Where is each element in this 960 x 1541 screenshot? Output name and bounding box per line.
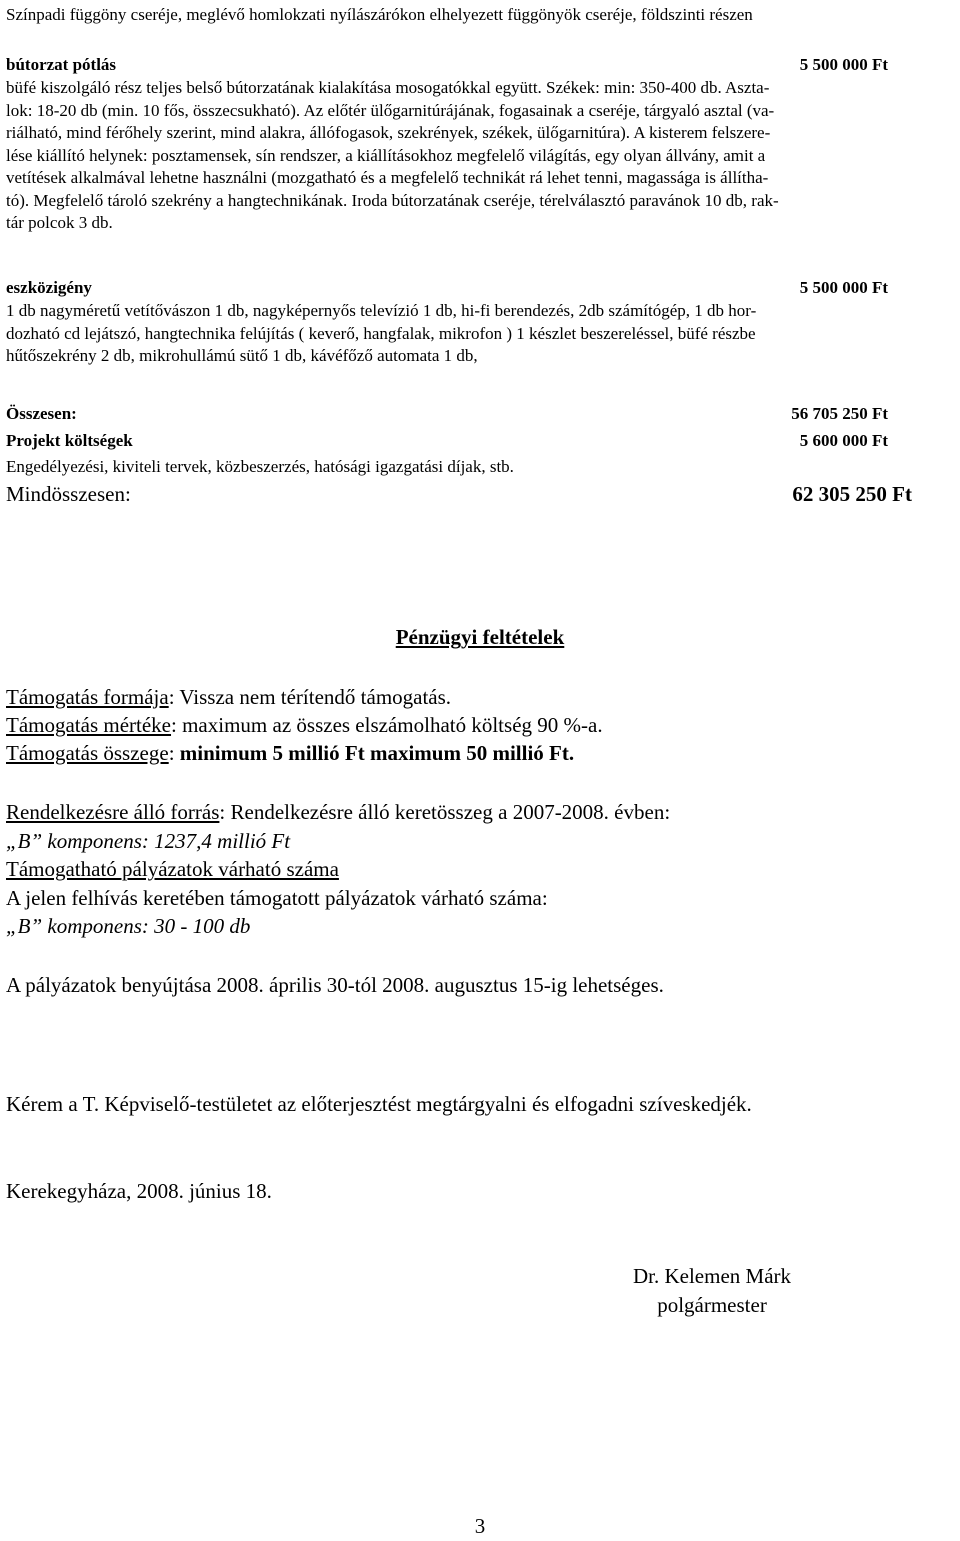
place-date: Kerekegyháza, 2008. június 18. [6,1179,272,1203]
body-line: tár polcok 3 db. [6,213,113,232]
section-eszkoz-body [6,300,929,368]
section-amount: 5 500 000 Ft [799,55,888,74]
mertek-value: : maximum az összes elszámolható költség 90 %-a. [171,713,603,737]
varhato-heading: Támogatható pályázatok várható száma [6,857,339,881]
tamogatas-forma-row [6,683,451,712]
tamogatas-osszeg-row [6,739,574,768]
mertek-label: Támogatás mértéke [6,713,172,737]
body-line: lok: 18-20 db (min. 10 fős, összecsukható). Az előtér ülőgarnitúrájának, fogasainak a cseréje, tárgyaló asztal (va- [6,100,775,120]
financial-heading: Pénzügyi feltételek [395,625,565,649]
section-amount: 5 500 000 Ft [799,278,888,297]
mindosszesen-label: Mindösszesen: [6,482,131,506]
forras-value: : Rendelkezésre álló keretösszeg a 2007-2008. évben: [219,800,671,824]
osszesen-amount: 56 705 250 Ft [791,404,888,423]
intro-line: Színpadi függöny cseréje, meglévő homlokzati nyílászárókon elhelyezett függönyök cseréje, földszinti részen [6,5,753,24]
osszeg-value: minimum 5 millió Ft maximum 50 millió Ft. [179,741,575,765]
body-line: lése kiállító helynek: posztamensek, sín rendszer, a kiállításokhoz megfelelő világítás, egy olyan állvány, amit a [6,145,766,165]
osszeg-colon: : [168,741,180,765]
engedely-text: Engedélyezési, kiviteli tervek, közbeszerzés, hatósági igazgatási díjak, stb. [6,457,514,476]
body-line: tó). Megfelelő tároló szekrény a hangtechnikának. Iroda bútorzatának cseréje, térelválasztó paravánok 10 db, rak- [6,190,779,210]
forras-row [6,798,670,827]
body-line: dozható cd lejátszó, hangtechnika felújítás ( keverő, hangfalak, mikrofon ) 1 készlet beszereléssel, büfé részbe [6,323,756,343]
tamogatas-mertek-row [6,711,603,740]
signer-name: Dr. Kelemen Márk [632,1264,792,1288]
request-text: Kérem a T. Képviselő-testületet az előterjesztést megtárgyalni és elfogadni szíveskedjék. [6,1092,752,1116]
projekt-amount: 5 600 000 Ft [799,431,888,450]
varhato-text: A jelen felhívás keretében támogatott pályázatok várható száma: [6,886,548,910]
b-komponens-keret: „B” komponens: 1237,4 millió Ft [6,829,291,853]
forma-value: : Vissza nem térítendő támogatás. [168,685,452,709]
mindosszesen-amount: 62 305 250 Ft [792,482,912,506]
page-number: 3 [474,1514,486,1538]
body-line: büfé kiszolgáló rész teljes belső bútorzatának kialakítása mosogatókkal együtt. Székek: min: 350-400 db. Aszta- [6,78,770,97]
body-line: 1 db nagyméretű vetítővászon 1 db, nagyképernyős televízió 1 db, hi-fi berendezés, 2db számítógép, 1 db hor- [6,301,757,320]
b-komponens-db: „B” komponens: 30 - 100 db [6,914,251,938]
forras-label: Rendelkezésre álló forrás [6,800,220,824]
signer-title: polgármester [657,1293,767,1317]
projekt-label: Projekt költségek [6,431,133,450]
section-title: bútorzat pótlás [6,55,117,74]
section-eszkoz-header [6,277,888,300]
body-line: vetítések alkalmával lehetne használni (mozgatható és a megfelelő technikát rá lehet tenni, magassága is állítha- [6,168,769,187]
osszeg-label: Támogatás összege [6,741,169,765]
section-butorzat-body [6,77,929,235]
body-line: riálható, mind férőhely szerint, mind alakra, állófogasok, szekrények, székek, ülőgarnitúra). A kisterem felszere- [6,123,771,142]
forma-label: Támogatás formája [6,685,169,709]
section-title: eszközigény [6,278,92,297]
benyujtas-text: A pályázatok benyújtása 2008. április 30-tól 2008. augusztus 15-ig lehetséges. [6,973,664,997]
osszesen-label: Összesen: [6,404,77,423]
body-line: hűtőszekrény 2 db, mikrohullámú sütő 1 db, kávéfőző automata 1 db, [6,346,478,365]
section-butorzat-header [6,54,888,77]
